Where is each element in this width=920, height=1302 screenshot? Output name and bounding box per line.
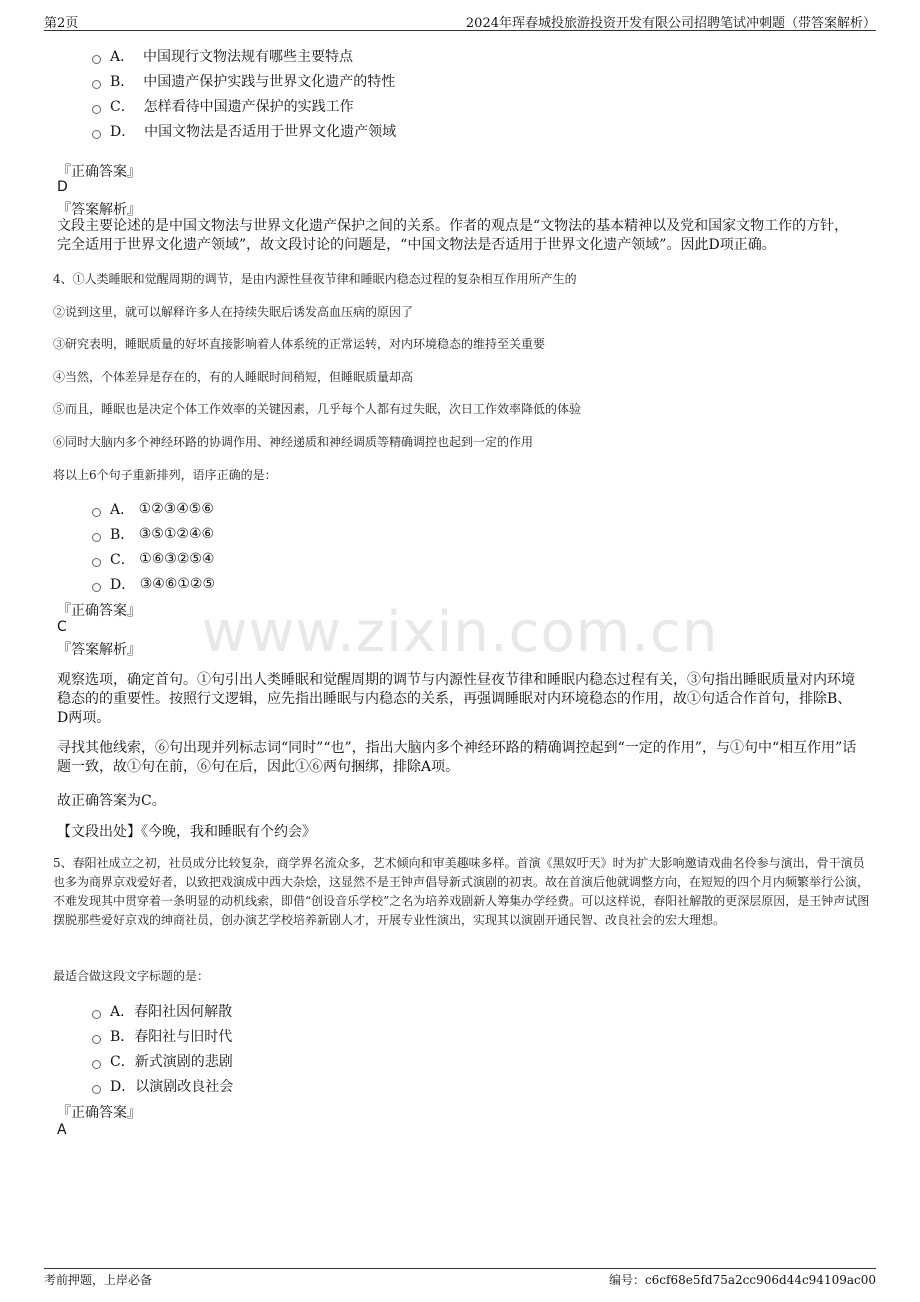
option-text: 中国文物法是否适用于世界文化遗产领域 bbox=[144, 124, 397, 140]
radio-icon[interactable] bbox=[92, 508, 101, 517]
q4-analysis-paragraph-1: 观察选项，确定首句。①句引出人类睡眠和觉醒周期的调节与内源性昼夜节律和睡眠内稳态过程有关，③句指出睡眠质量对内环境稳态的的重要性。按照行文逻辑，应先指出睡眠与内稳态的关系，再强调睡眠对内环境稳态的作用，故①句适合作首句，排除B、D两项。 bbox=[57, 672, 855, 726]
q4-option-c[interactable] bbox=[92, 549, 214, 569]
q4-sentence-1: 4、①人类睡眠和觉醒周期的调节，是由内源性昼夜节律和睡眠内稳态过程的复杂相互作用所产生的 bbox=[53, 272, 577, 286]
option-letter: C． bbox=[110, 99, 135, 115]
radio-icon[interactable] bbox=[92, 1085, 101, 1094]
footer-serial: 编号：c6cf68e5fd75a2cc906d44c94109ac00 bbox=[608, 1273, 876, 1287]
q4-sentence-2: ②说到这里，就可以解释许多人在持续失眠后诱发高血压病的原因了 bbox=[53, 305, 414, 319]
q3-answer: D bbox=[57, 179, 68, 195]
option-letter: B． bbox=[110, 527, 135, 543]
option-text: ①②③④⑤⑥ bbox=[138, 501, 214, 517]
q4-sentence-6: ⑥同时大脑内多个神经环路的协调作用、神经递质和神经调质等精确调控也起到一定的作用 bbox=[53, 435, 534, 449]
radio-icon[interactable] bbox=[92, 558, 101, 567]
q5-option-d[interactable] bbox=[92, 1076, 233, 1096]
q4-answer: C bbox=[57, 619, 67, 635]
option-text: 新式演剧的悲剧 bbox=[134, 1054, 233, 1070]
option-text: 春阳社因何解散 bbox=[134, 1004, 233, 1020]
q5-answer: A bbox=[57, 1122, 67, 1138]
q3-option-d[interactable] bbox=[92, 121, 396, 141]
option-letter: A． bbox=[110, 502, 135, 518]
q4-option-b[interactable] bbox=[92, 524, 214, 544]
option-letter: A． bbox=[110, 49, 135, 65]
option-text: ③⑤①②④⑥ bbox=[138, 526, 215, 542]
radio-icon[interactable] bbox=[92, 533, 101, 542]
footer-divider bbox=[44, 1268, 876, 1269]
option-text: ③④⑥①②⑤ bbox=[139, 576, 215, 592]
radio-icon[interactable] bbox=[92, 105, 101, 114]
q5-passage: 5、春阳社成立之初，社员成分比较复杂，商学界名流众多，艺术倾向和审美趣味多样。首演《黑奴吁天》时为扩大影响邀请戏曲名伶参与演出，骨干演员也多为商界京戏爱好者，以致把戏演成中西大杂烩，这显然不是王钟声倡导新式演剧的初衷。故在首演后他就调整方向，在短短的四个月内频繁举行公演，不难发现其中贯穿着一条明显的动机线索，即借“创设音乐学校”之名为培养戏剧新人筹集办学经费。可以这样说，春阳社解散的更深层原因，是王钟声试图摆脱那些爱好京戏的绅商社员，创办演艺学校培养新剧人才，开展专业性演出，实现其以演剧开通民智、改良社会的宏大理想。 bbox=[53, 856, 870, 927]
option-letter: C． bbox=[110, 552, 135, 568]
option-text: 中国现行文物法规有哪些主要特点 bbox=[143, 49, 354, 65]
q4-prompt: 将以上6个句子重新排列，语序正确的是： bbox=[53, 468, 277, 482]
q5-answer-label: 『正确答案』 bbox=[57, 1105, 141, 1121]
option-text: ①⑥③②⑤④ bbox=[139, 551, 215, 567]
option-text: 怎样看待中国遗产保护的实践工作 bbox=[143, 99, 354, 115]
radio-icon[interactable] bbox=[92, 1035, 101, 1044]
option-letter: C． bbox=[110, 1054, 135, 1070]
q4-sentence-3: ③研究表明，睡眠质量的好坏直接影响着人体系统的正常运转，对内环境稳态的维持至关重要 bbox=[53, 337, 546, 351]
option-letter: B． bbox=[110, 74, 135, 90]
option-text: 中国遗产保护实践与世界文化遗产的特性 bbox=[143, 74, 396, 90]
option-letter: D． bbox=[110, 124, 136, 140]
q4-sentence-5: ⑤而且，睡眠也是决定个体工作效率的关键因素，几乎每个人都有过失眠，次日工作效率降低的体验 bbox=[53, 402, 582, 416]
q3-analysis-label: 『答案解析』 bbox=[57, 202, 141, 218]
page-number: 第2页 bbox=[44, 16, 79, 31]
q4-analysis-paragraph-2: 寻找其他线索，⑥句出现并列标志词“同时”“也”，指出大脑内多个神经环路的精确调控起到“一定的作用”，与①句中“相互作用”话题一致，故①句在前，⑥句在后，因此①⑥两句捆绑，排除A项。 bbox=[57, 740, 857, 775]
q4-option-a[interactable] bbox=[92, 499, 214, 519]
watermark: www.zixin.com.cn bbox=[201, 600, 719, 665]
q5-option-b[interactable] bbox=[92, 1026, 232, 1046]
radio-icon[interactable] bbox=[92, 1060, 101, 1069]
q5-option-c[interactable] bbox=[92, 1051, 233, 1071]
option-text: 以演剧改良社会 bbox=[135, 1079, 234, 1095]
document-title: 2024年珲春城投旅游投资开发有限公司招聘笔试冲刺题（带答案解析） bbox=[465, 16, 876, 31]
q5-option-a[interactable] bbox=[92, 1001, 232, 1021]
q3-answer-label: 『正确答案』 bbox=[57, 164, 141, 180]
q4-sentence-4: ④当然，个体差异是存在的，有的人睡眠时间稍短，但睡眠质量却高 bbox=[53, 370, 414, 384]
option-letter: A． bbox=[110, 1004, 135, 1020]
q4-answer-label: 『正确答案』 bbox=[57, 603, 141, 619]
radio-icon[interactable] bbox=[92, 130, 101, 139]
q3-option-c[interactable] bbox=[92, 96, 354, 116]
option-text: 春阳社与旧时代 bbox=[134, 1029, 233, 1045]
header-divider bbox=[44, 30, 876, 31]
radio-icon[interactable] bbox=[92, 1010, 101, 1019]
q3-analysis: 文段主要论述的是中国文物法与世界文化遗产保护之间的关系。作者的观点是“文物法的基本精神以及党和国家文物工作的方针，完全适用于世界文化遗产领域”，故文段讨论的问题是，“中国文物法是否适用于世界文化遗产领域”。因此D项正确。 bbox=[57, 218, 849, 253]
q3-option-b[interactable] bbox=[92, 71, 395, 91]
q4-option-d[interactable] bbox=[92, 574, 215, 594]
option-letter: B． bbox=[110, 1029, 135, 1045]
q3-option-a[interactable] bbox=[92, 46, 353, 66]
radio-icon[interactable] bbox=[92, 80, 101, 89]
q4-analysis-label: 『答案解析』 bbox=[57, 642, 141, 658]
option-letter: D． bbox=[110, 577, 136, 593]
q5-prompt: 最适合做这段文字标题的是： bbox=[53, 969, 210, 983]
radio-icon[interactable] bbox=[92, 55, 101, 64]
q4-analysis-conclusion: 故正确答案为C。 bbox=[57, 793, 166, 809]
radio-icon[interactable] bbox=[92, 583, 101, 592]
q4-source: 【文段出处】《今晚，我和睡眠有个约会》 bbox=[57, 824, 316, 840]
footer-slogan: 考前押题，上岸必备 bbox=[44, 1273, 153, 1287]
option-letter: D． bbox=[110, 1079, 136, 1095]
